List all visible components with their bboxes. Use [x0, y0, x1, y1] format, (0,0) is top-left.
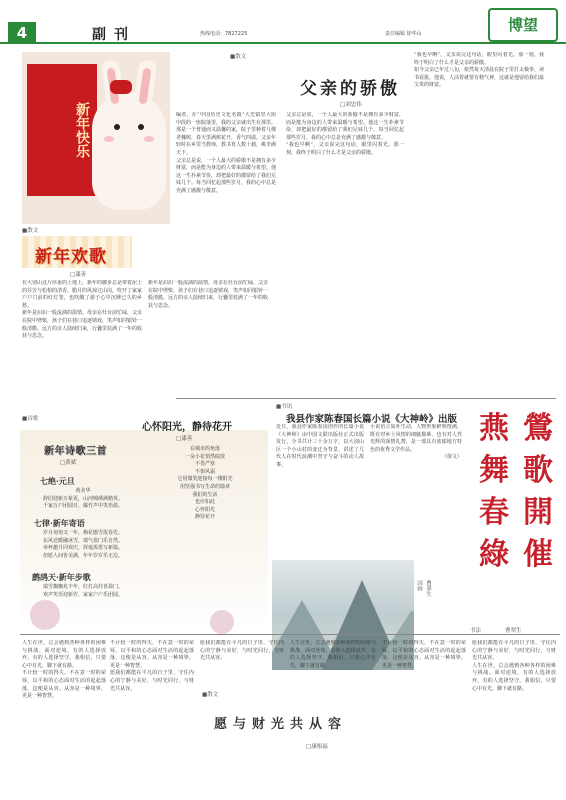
- section-tag: ■诗歌: [22, 416, 39, 422]
- hotline: 热线电话：7827225: [200, 31, 248, 37]
- poem-body: 黄美华 辞旧迎新万象更，山河锦绣满精英。 千家万户团圆日，爆竹声中笑语盈。: [42, 488, 123, 510]
- poem-title: 鹧鸪天·新年步歌: [32, 572, 91, 582]
- poem-body: 在城市的角落 一朵小花悄然绽放 不畏严寒 不惧风霜 它用微笑迎接每一缕阳光 用坚强书写生命的篇章 我们的生活 也应如此 心怀阳光 静待花开: [177, 446, 233, 521]
- section-title: 副刊: [92, 27, 136, 43]
- article-body-col2: 不计较一时的得失，不在意一时的荣辱，以平和的心态面对生活的起起落落，这便是从容。从容是一种境界，更是一种智慧。 愿我们都能在平凡的日子里，守住内心的宁静与美好，与时光同行，与财光共从容。: [110, 640, 194, 692]
- bunny-figure: [92, 92, 166, 210]
- article-body: [276, 424, 364, 544]
- bow-decoration: [110, 80, 132, 94]
- new-year-image: [22, 52, 170, 224]
- painting-author: 曹翠生: [425, 580, 431, 597]
- article-body-col2: [370, 424, 462, 544]
- article-body-col3: 愿我们都能在平凡的日子里，守住内心的宁静与美好，与时光同行，与财光共从容。: [200, 640, 284, 662]
- article-title: 心怀阳光，静待花开: [142, 422, 232, 433]
- caption-author: 曹翠生: [505, 628, 522, 634]
- paragraph: 小说语言质朴生动，人物形象鲜明饱满，既有对乡土风情的细腻描摹，也有对人性光辉的深情礼赞，是一部具有浓郁地方特色的优秀文学作品。: [370, 424, 462, 453]
- section-tag: ■散文: [22, 228, 39, 234]
- paragraph: 父亲总是说，一个人最大的骄傲不是拥有多少财富，而是能为身边的人带来温暖与希望。他这一生朴素节俭，却把最好的都留给了我们兄妹几个。每当回忆起那些岁月，我的心中总是充满了感激与敬意。: [286, 112, 404, 141]
- article-author: □刘忠伟: [340, 102, 362, 108]
- page-number: 4: [8, 22, 36, 44]
- article-title: 父亲的骄傲: [300, 79, 400, 99]
- paragraph: 在大别山这片厚重的土地上，新年的脚步总是带着泥土的芬芳与松柏的清香。腊月的风掠过山岗，吹开了家家户户门前的红灯笼，也吹醒了游子心中沉睡已久的乡愁。: [22, 280, 142, 309]
- paragraph: “我也早啊”，父亲说完这句话，眼里闪着光。那一刻，我终于明白了什么才是父亲的骄傲。: [414, 52, 544, 66]
- article-body-col4: 人生在世，总会遇到各种各样的困难与挑战。面对逆境，有的人选择放弃，有的人选择坚守。我相信，只要心中有光，脚下就有路。: [290, 640, 376, 669]
- paragraph: 近日，我县作家陈春国创作的长篇小说《大神岭》由中国文联出版社正式出版发行。全书共计三十余万字，以大别山区一个小山村的变迁为背景，讲述了几代人在时代浪潮中坚守与奋斗的动人故事。: [276, 424, 364, 468]
- article-body: [176, 112, 276, 392]
- article-title: 愿与财光共从容: [214, 717, 348, 732]
- article-author: □黄斌: [60, 460, 77, 466]
- divider: [20, 634, 560, 635]
- poem-title: 七律·新年寄语: [34, 518, 85, 528]
- article-body-col5: 不计较一时的得失，不在意一时的荣辱，以平和的心态面对生活的起起落落，这便是从容。从容是一种境界，更是一种智慧。: [382, 640, 466, 669]
- article-author: □康根福: [306, 744, 328, 750]
- masthead-logo: 博望: [488, 8, 558, 42]
- paragraph: 父亲总是说，一个人最大的骄傲不是拥有多少财富，而是能为身边的人带来温暖与希望。他这一生朴素节俭，却把最好的都留给了我们兄妹几个。每当回忆起那些岁月，我的心中总是充满了感激与敬意。: [176, 157, 276, 194]
- article-body-col6: 愿我们都能在平凡的日子里，守住内心的宁静与美好，与时光同行，与财光共从容。 人生在世，总会遇到各种各样的困难与挑战。面对逆境，有的人选择放弃，有的人选择坚守。我相信，只要心中有光，脚下就有路。: [472, 640, 556, 692]
- article-title: 我县作家陈春国长篇小说《大神岭》出版: [286, 414, 458, 425]
- poem-body: 瑞雪飘飘兆丰年，红灯高挂喜盈门。 欢声笑语迎新岁，家家户户乐团圆。: [42, 584, 123, 598]
- editor-info: 责任编辑 徐华山: [385, 31, 422, 37]
- article-body-col3: [414, 52, 544, 392]
- poem-title: 七绝·元旦: [40, 476, 75, 486]
- section-tag: ■散文: [230, 54, 247, 60]
- article-body: 人生在世，总会遇到各种各样的困难与挑战。面对逆境，有的人选择放弃，有的人选择坚守。我相信，只要心中有光，脚下就有路。 不计较一时的得失，不在意一时的荣辱，以平和的心态面对生活的起起落落，这便是从容。从容是一种境界，更是一种智慧。: [22, 640, 106, 700]
- paragraph: 如今父亲已年过八旬，依然每天清晨在院子里打太极拳，读书看报。他说，人活着就要有精气神，这就是他留给我们最宝贵的财富。: [414, 67, 544, 89]
- calligraphy-col: 燕舞 春綠: [479, 411, 509, 572]
- article-author: □漆善: [176, 436, 193, 442]
- article-author: □漆善: [70, 272, 87, 278]
- article-title: 新年欢歌: [35, 247, 107, 267]
- paragraph: 新年是汩汩一股流淌的温情。母亲在灶台前忙碌，父亲在院中劈柴，孩子们在巷口追逐嬉戏，笑声如同银铃一般清脆。远方的亲人陆续归来，行囊里装满了一年的收获与思念。: [22, 310, 142, 340]
- page-header: [0, 16, 566, 44]
- caption-tag: 书法: [470, 628, 482, 634]
- paragraph: 编者，在“中国历史文化名镇”大光镇里大街中段的一座院落里，我的父亲就出生在那里。那是一个普通而又温馨的家，院子里种着几棵老槐树，春天里满树花开，香气四溢。父亲年轻时在乡里当教师，教书育人数十载，桃李满天下。: [176, 112, 276, 156]
- section-tag: ■散文: [202, 692, 219, 698]
- article-source: （徐文）: [441, 454, 462, 461]
- calligraphy-artwork: [470, 408, 562, 620]
- paragraph: “我也早啊”，父亲说完这句话，眼里闪着光。那一刻，我终于明白了什么才是父亲的骄傲。: [286, 142, 404, 156]
- calligraphy-col: 鶯歌 開催: [523, 411, 553, 572]
- paragraph: 新年是汩汩一股流淌的温情。母亲在灶台前忙碌，父亲在院中劈柴，孩子们在巷口追逐嬉戏，笑声如同银铃一般清脆。远方的亲人陆续归来，行囊里装满了一年的收获与思念。: [148, 280, 268, 309]
- article-title: 新年诗歌三首: [44, 446, 107, 457]
- painting-caption: 国画: [416, 580, 422, 591]
- divider: [176, 398, 556, 399]
- new-year-banner: 新年快乐: [27, 64, 97, 196]
- poem-body: 岁月匆匆又一年，梅花傲雪报春先。 东风送暖融冰雪，瑞气盈门乐自然。 举杯邀月同欢庆，挥毫泼墨写新篇。 但愿人间皆美满，年年岁岁乐无边。: [42, 530, 123, 559]
- article-body: [22, 280, 142, 380]
- section-tag: ■书讯: [276, 404, 293, 410]
- article-body-col2: [286, 112, 404, 392]
